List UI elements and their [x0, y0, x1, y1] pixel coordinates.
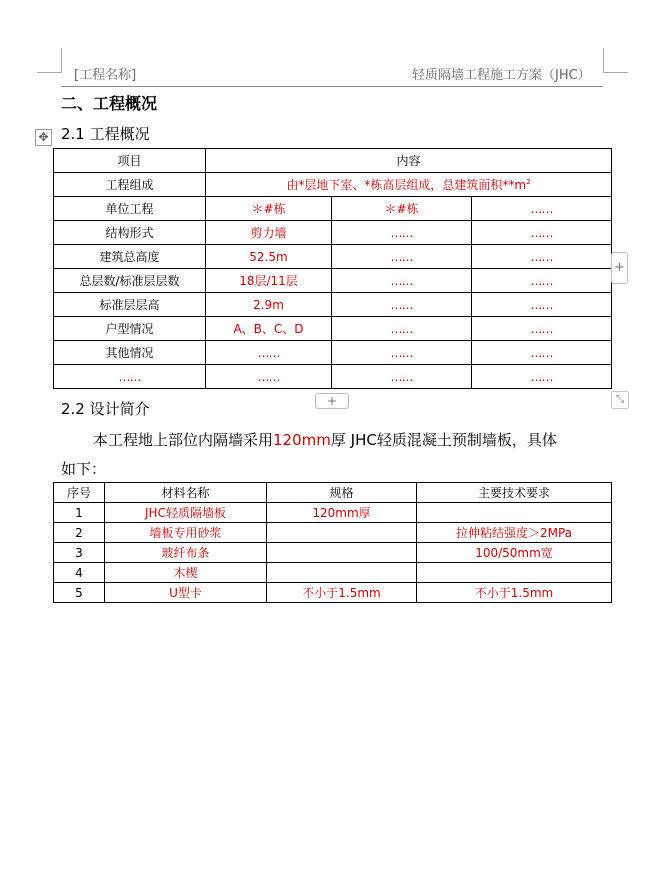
requirement: 100/50mm宽 — [417, 543, 612, 563]
row-number: 4 — [54, 563, 105, 583]
subsection-title-1: 2.1 工程概况 — [61, 125, 150, 143]
header-rule — [61, 86, 603, 87]
material-name: JHC轻质隔墙板 — [105, 503, 267, 523]
row-label: 总层数/标准层层数 — [54, 269, 206, 293]
plus-icon: + — [326, 394, 338, 408]
header-cell: 材料名称 — [105, 483, 267, 503]
materials-table — [53, 482, 612, 603]
table-row — [54, 523, 612, 543]
table-resize-handle[interactable] — [611, 391, 629, 409]
row-label: 结构形式 — [54, 221, 206, 245]
spec: 120mm厚 — [267, 503, 417, 523]
row-label: 户型情况 — [54, 317, 206, 341]
row-number: 3 — [54, 543, 105, 563]
material-name: 木楔 — [105, 563, 267, 583]
row-number: 2 — [54, 523, 105, 543]
header-cell: 主要技术要求 — [417, 483, 612, 503]
cell: …… — [332, 365, 472, 389]
cell: A、B、C、D — [206, 317, 332, 341]
row-label: …… — [54, 365, 206, 389]
cell: …… — [332, 221, 472, 245]
cell: …… — [206, 365, 332, 389]
superscript: 2 — [526, 178, 531, 186]
table-row — [54, 269, 612, 293]
table-row — [54, 543, 612, 563]
section-title: 二、工程概况 — [61, 94, 158, 113]
header-cell: 规格 — [267, 483, 417, 503]
row-number: 5 — [54, 583, 105, 603]
resize-icon: ⤡ — [616, 394, 624, 405]
cell: …… — [332, 245, 472, 269]
table-move-handle[interactable] — [35, 129, 52, 146]
cell: …… — [472, 341, 612, 365]
table-row — [54, 503, 612, 523]
row-label: 标准层层高 — [54, 293, 206, 317]
cell: …… — [472, 269, 612, 293]
header-cell: 序号 — [54, 483, 105, 503]
cell: 18层/11层 — [206, 269, 332, 293]
cell: …… — [206, 341, 332, 365]
cell: …… — [332, 317, 472, 341]
move-icon: ✥ — [38, 130, 49, 144]
cell: …… — [332, 269, 472, 293]
table-row — [54, 365, 612, 389]
project-overview-table — [53, 148, 612, 389]
cell: …… — [472, 365, 612, 389]
header-doc-title: 轻质隔墙工程施工方案（JHC） — [412, 68, 591, 83]
table-header-row — [54, 483, 612, 503]
plus-icon: + — [614, 260, 625, 275]
cell: …… — [472, 221, 612, 245]
cell: …… — [472, 317, 612, 341]
material-name: 玻纤布条 — [105, 543, 267, 563]
row-content — [206, 173, 612, 197]
cell: 2.9m — [206, 293, 332, 317]
requirement — [417, 563, 612, 583]
table-header-row — [54, 149, 612, 173]
requirement: 不小于1.5mm — [417, 583, 612, 603]
cell: …… — [472, 197, 612, 221]
paragraph-line-2: 如下： — [61, 460, 107, 478]
crop-mark — [37, 72, 62, 73]
table-row — [54, 173, 612, 197]
table-row — [54, 221, 612, 245]
table-row — [54, 317, 612, 341]
cell: ＊#栋 — [332, 197, 472, 221]
header-cell: 内容 — [206, 149, 612, 173]
row-label: 建筑总高度 — [54, 245, 206, 269]
add-column-button[interactable] — [611, 252, 628, 284]
material-name: U型卡 — [105, 583, 267, 603]
cell: 52.5m — [206, 245, 332, 269]
header-project-name: [工程名称] — [74, 68, 137, 83]
add-row-button[interactable] — [315, 393, 349, 409]
cell: …… — [332, 293, 472, 317]
table-row — [54, 563, 612, 583]
table-row — [54, 583, 612, 603]
spec: 不小于1.5mm — [267, 583, 417, 603]
requirement: 拉伸粘结强度＞2MPa — [417, 523, 612, 543]
cell: ＊#栋 — [206, 197, 332, 221]
paragraph-text: 厚 JHC轻质混凝土预制墙板，具体 — [330, 431, 557, 449]
row-label: 其他情况 — [54, 341, 206, 365]
row-number: 1 — [54, 503, 105, 523]
paragraph-text: 本工程地上部位内隔墙采用 — [93, 431, 274, 449]
table-row — [54, 341, 612, 365]
table-row — [54, 245, 612, 269]
header-cell: 项目 — [54, 149, 206, 173]
cell: …… — [472, 245, 612, 269]
spec — [267, 543, 417, 563]
table-row — [54, 197, 612, 221]
subsection-title-2: 2.2 设计简介 — [61, 400, 150, 418]
cell: 剪力墙 — [206, 221, 332, 245]
material-name: 墙板专用砂浆 — [105, 523, 267, 543]
spec — [267, 563, 417, 583]
crop-mark — [61, 48, 62, 73]
requirement — [417, 503, 612, 523]
crop-mark — [603, 72, 628, 73]
spec — [267, 523, 417, 543]
row-label: 工程组成 — [54, 173, 206, 197]
table-row — [54, 293, 612, 317]
cell: …… — [332, 341, 472, 365]
crop-mark — [603, 48, 604, 73]
cell: …… — [472, 293, 612, 317]
paragraph-line-1 — [93, 430, 557, 450]
paragraph-highlight: 120mm — [273, 431, 331, 449]
content-text: 由*层地下室、*栋高层组成，总建筑面积**m — [286, 178, 527, 192]
row-label: 单位工程 — [54, 197, 206, 221]
